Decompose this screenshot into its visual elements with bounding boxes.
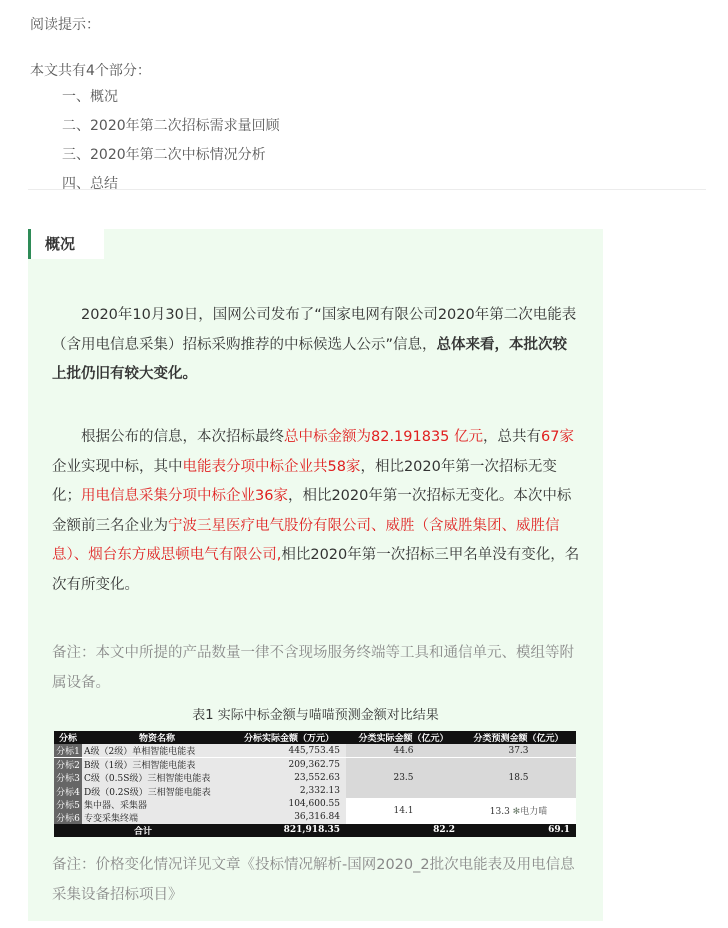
watermark-text: 电力喵 [520, 807, 548, 818]
cell-amount: 209,362.75 [232, 758, 346, 772]
cell-amount: 104,600.55 [232, 798, 346, 811]
cell-cat-pred [461, 798, 576, 824]
cell-name: C级（0.5S级）三相智能电能表 [82, 771, 232, 784]
toc-item[interactable]: 二、2020年第二次招标需求量回顾 [62, 118, 280, 134]
toc-item[interactable]: 四、总结 [62, 176, 118, 192]
table-header: 分标 [54, 731, 82, 744]
toc-item[interactable]: 三、2020年第二次中标情况分析 [62, 147, 266, 163]
p2-text: ，总共有 [483, 429, 542, 445]
table-row [54, 744, 576, 758]
total-label: 合计 [54, 824, 232, 837]
table-total-row [54, 824, 576, 837]
p2-highlight: 电能表分项中标企业共58家 [182, 458, 361, 475]
cell-amount: 445,753.45 [232, 744, 346, 758]
p1-text: 2020年10月30日，国网公司发布了“国家电网有限公司2020年第二次电能表（含用电信息采集）招标采购推荐的中标候选人公示”信息， [52, 307, 577, 353]
cell-cat-pred: 18.5 [461, 758, 576, 798]
p2-highlight: 宁波三星医疗电气股份有限公司、威胜（含威胜集团、威胜信息）、烟台东方威思顿电气有限公司, [52, 517, 560, 563]
cell-sub: 分标4 [54, 784, 82, 797]
table-header: 物资名称 [82, 731, 232, 744]
p1-bold: 总体来看，本批次较上批仍旧有较大变化。 [52, 336, 568, 382]
cell-name: B级（1级）三相智能电能表 [82, 758, 232, 772]
p2-text: 根据公布的信息，本次招标最终 [81, 429, 284, 445]
note-1: 备注：本文中所提的产品数量一律不含现场服务终端等工具和通信单元、模组等附属设备。 [52, 645, 574, 691]
table-header: 分标实际金额（万元） [232, 731, 346, 744]
cell-sub: 分标3 [54, 771, 82, 784]
cell-sub: 分标6 [54, 811, 82, 824]
cell-name: D级（0.2S级）三相智能电能表 [82, 784, 232, 797]
comparison-table [54, 731, 576, 837]
reading-tip: 阅读提示： [30, 17, 100, 33]
p2-text: 企业实现中标，其中 [52, 458, 183, 475]
table-row [54, 798, 576, 811]
total-actual: 82.2 [346, 824, 461, 837]
cell-sub: 分标5 [54, 798, 82, 811]
cell-name: 专变采集终端 [82, 811, 232, 824]
total-pred: 69.1 [461, 824, 576, 837]
table-header-row [54, 731, 576, 744]
p2-highlight: 67家 [541, 429, 574, 445]
table-header: 分类实际金额（亿元） [346, 731, 461, 744]
section-title: 概况 [28, 229, 104, 259]
table-caption: 表1 实际中标金额与喵喵预测金额对比结果 [192, 708, 439, 723]
cell-amount: 36,316.84 [232, 811, 346, 824]
cell-amount: 23,552.63 [232, 771, 346, 784]
cell-cat-pred-value: 13.3 [489, 807, 510, 818]
intro-text: 本文共有4个部分： [30, 63, 151, 79]
cell-amount: 2,332.13 [232, 784, 346, 797]
toc-item[interactable]: 一、概况 [62, 89, 118, 105]
cell-name: A级（2级）单相智能电能表 [82, 744, 232, 758]
cell-cat-actual: 23.5 [346, 758, 461, 798]
table-row [54, 758, 576, 772]
p2-text: ，相比2020年第一次招标无变化； [52, 458, 557, 504]
p2-text: 相比2020年第一次招标三甲名单没有变化，名次有所变化。 [52, 547, 580, 593]
cell-sub: 分标2 [54, 758, 82, 772]
watermark-logo: ✻ [512, 807, 521, 818]
p2-text: ，相比2020年第一次招标无变化。本次中标金额前三名企业为 [52, 488, 572, 534]
cell-name: 集中器、采集器 [82, 798, 232, 811]
table-of-contents [62, 86, 280, 202]
note-2: 备注：价格变化情况详见文章《投标情况解析-国网2020_2批次电能表及用电信息采集设备招标项目》 [52, 857, 575, 903]
cell-sub: 分标1 [54, 744, 82, 758]
divider [28, 189, 706, 190]
total-amount: 821,918.35 [232, 824, 346, 837]
p2-highlight: 总中标金额为82.191835 亿元 [284, 429, 484, 445]
cell-cat-actual: 14.1 [346, 798, 461, 824]
paragraph-1 [52, 301, 580, 390]
overview-section [28, 229, 603, 921]
table-header: 分类预测金额（亿元） [461, 731, 576, 744]
paragraph-2 [52, 423, 580, 600]
cell-cat-actual: 44.6 [346, 744, 461, 758]
p2-highlight: 用电信息采集分项中标企业36家 [81, 488, 288, 504]
cell-cat-pred: 37.3 [461, 744, 576, 758]
